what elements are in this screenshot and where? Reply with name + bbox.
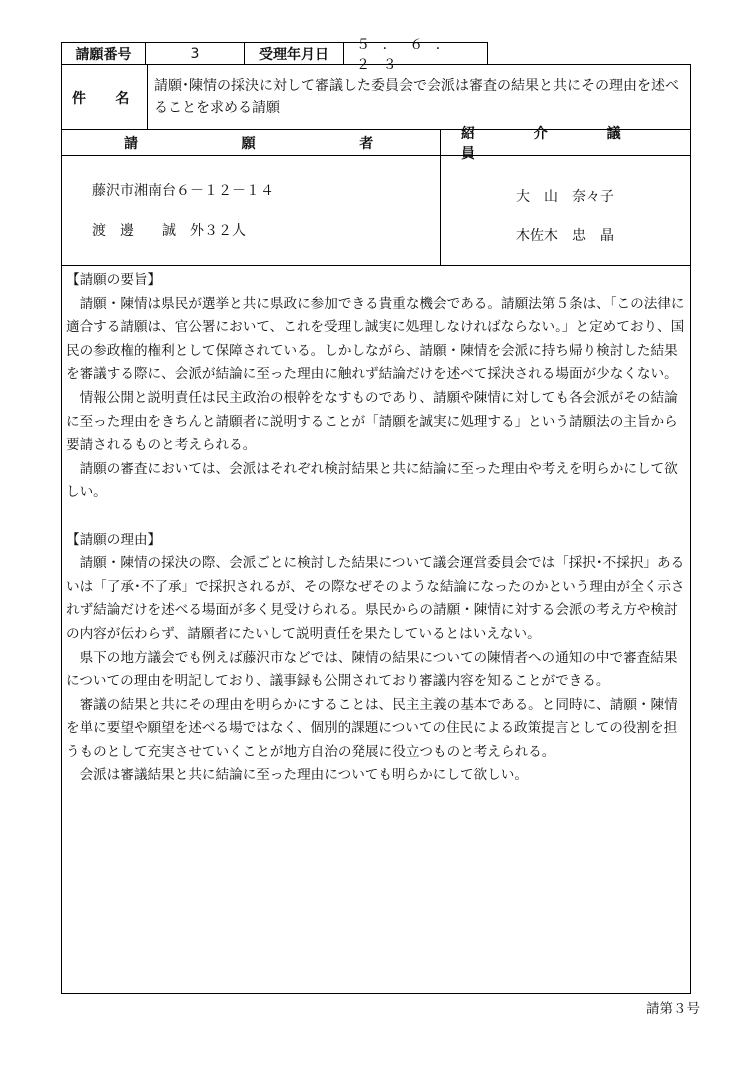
gist-heading: 【請願の要旨】 — [66, 272, 162, 288]
introducer-name: 木佐木 忠 晶 — [516, 228, 614, 244]
reason-paragraph: 請願・陳情の採決の際、会派ごとに検討した結果について議会運営委員会では「採択･不採択」あるいは「了承･不了承」で採択されるが、その際なぜそのような結論になったのかという理由が全く示されず結論だけを述べる場面が多く見受けられる。県民からの請願・陳情に対する会派の考え方や検討の内容が伝わらず、請願者にたいして説明責任を果たしているとはいえない。 — [66, 555, 685, 642]
reason-heading: 【請願の理由】 — [66, 531, 162, 548]
petitioner-address: 藤沢市湘南台６－１２－１４ — [92, 183, 274, 199]
received-date-value: ５．６．２３ — [343, 42, 488, 65]
reason-paragraph: 会派は審議結果と共に結論に至った理由についても明らかにして欲しい。 — [79, 767, 528, 784]
petition-body — [66, 269, 686, 829]
gist-paragraph: 請願の審査においては、会派はそれぞれ検討結果と共に結論に至った理由や考えを明らかにして欲しい。 — [66, 460, 678, 501]
introducer-name: 大 山 奈々子 — [516, 189, 614, 205]
page-label: 請第３号 — [646, 1001, 700, 1017]
divider — [61, 265, 691, 266]
divider — [61, 155, 691, 156]
introducer-header: 紹 介 議 員 — [461, 125, 680, 162]
gist-paragraph: 情報公開と説明責任は民主政治の根幹をなすものであり、請願や陳情に対しても各会派がその結論に至った理由をきちんと請願者に説明することが「請願を誠実に処理する」という請願法の主旨から要請されるものと考えられる。 — [66, 389, 678, 454]
subject-text: 請願･陳情の採決に対して審議した委員会で会派は審査の結果と共にその理由を述べることを求める請願 — [154, 78, 679, 116]
reason-paragraph: 審議の結果と共にその理由を明らかにすることは、民主主義の基本である。と同時に、請願・陳情を単に要望や願望を述べる場ではなく、個別的課題についての住民による政策提言としての役割を担うものとして充実させていくことが地方自治の発展に役立つものと考えられる。 — [66, 696, 678, 760]
petition-number-label: 請願番号 — [61, 42, 146, 65]
divider — [440, 130, 441, 266]
petition-number-value: 3 — [145, 42, 245, 65]
reason-paragraph: 県下の地方議会でも例えば藤沢市などでは、陳情の結果についての陳情者への通知の中で審査結果についての理由を明記しており、議事録も公開されており審議内容を知ることができる。 — [66, 649, 678, 690]
subject-label: 件 名 — [62, 65, 148, 130]
gist-paragraph: 請願・陳情は県民が選挙と共に県政に参加できる貴重な機会である。請願法第５条は、「この法律に適合する請願は、官公署において、これを受理し誠実に処理しなければならない。」と定めており、国民の参政権的権利として保障されている。しかしながら、請願・陳情を会派に持ち帰り検討した結果を審議する際に、会派が結論に至った理由に触れず結論だけを述べて採決される場面が少なくない。 — [66, 295, 685, 383]
received-date-label: 受理年月日 — [244, 42, 344, 65]
petitioner-name: 渡 邊 誠 外３２人 — [92, 223, 246, 239]
petitioner-header: 請 願 者 — [124, 135, 418, 152]
